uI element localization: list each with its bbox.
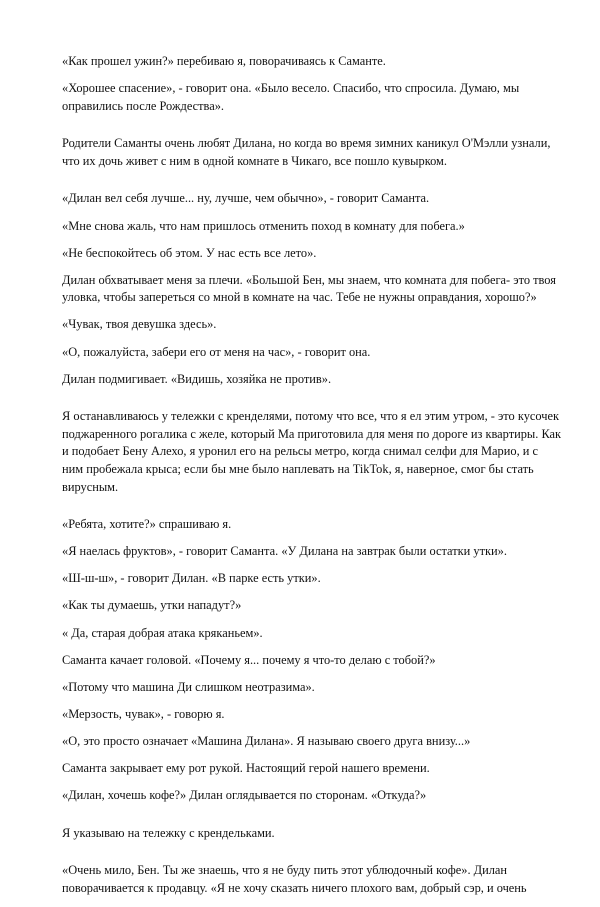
paragraph: «Хорошее спасение», - говорит она. «Было весело. Спасибо, что спросила. Думаю, мы оправились после Рождества». — [62, 81, 520, 113]
paragraph: «О, это просто означает «Машина Дилана». Я называю своего друга внизу...» — [62, 733, 471, 748]
paragraph: Дилан подмигивает. «Видишь, хозяйка не против». — [62, 371, 332, 386]
paragraph: «Очень мило, Бен. Ты же знаешь, что я не буду пить этот ублюдочный кофе». Дилан поворачивается к продавцу. «Я не хочу сказать ничего плохого вам, добрый сэр, и очень — [62, 863, 527, 895]
paragraph: «Не беспокойтесь об этом. У нас есть все лето». — [62, 245, 317, 260]
paragraph: Я останавливаюсь у тележки с кренделями, потому что все, что я ел этим утром, - это кусочек поджаренного рогалика с желе, который Ма приготовила для меня по дороге из квартиры. Как и подобает Бену Алехо, я уронил его на рельсы метро, когда снимал селфи для Марио, и с ним пробежала крыса; если бы мне было наплевать на TikTok, я, наверное, смог бы стать вирусным. — [62, 409, 562, 494]
paragraph: Саманта качает головой. «Почему я... почему я что-то делаю с тобой?» — [62, 652, 436, 667]
paragraph: Я указываю на тележку с крендельками. — [62, 825, 275, 840]
paragraph: « Да, старая добрая атака кряканьем». — [62, 625, 263, 640]
paragraph: Родители Саманты очень любят Дилана, но когда во время зимних каникул О'Мэлли узнали, что их дочь живет с ним в одной комнате в Чикаго, все пошло кувырком. — [62, 136, 551, 168]
paragraph: «Дилан, хочешь кофе?» Дилан оглядывается по сторонам. «Откуда?» — [62, 788, 427, 803]
paragraph: «Мне снова жаль, что нам пришлось отменить поход в комнату для побега.» — [62, 218, 465, 233]
paragraph: «Мерзость, чувак», - говорю я. — [62, 706, 225, 721]
paragraph: «Чувак, твоя девушка здесь». — [62, 317, 217, 332]
paragraph: «Как ты думаешь, утки нападут?» — [62, 598, 242, 613]
paragraph: «Я наелась фруктов», - говорит Саманта. «У Дилана на завтрак были остатки утки». — [62, 544, 507, 559]
paragraph: «О, пожалуйста, забери его от меня на час», - говорит она. — [62, 344, 371, 359]
paragraph: «Как прошел ужин?» перебиваю я, поворачиваясь к Саманте. — [62, 54, 386, 68]
paragraph: Дилан обхватывает меня за плечи. «Большой Бен, мы знаем, что комната для побега- это твоя уловка, чтобы запереться со мной в комнате на час. Тебе не нужны оправдания, хорошо?» — [62, 272, 556, 305]
paragraph: «Потому что машина Ди слишком неотразима». — [62, 679, 315, 694]
paragraph: «Ребята, хотите?» спрашиваю я. — [62, 517, 232, 532]
paragraph: «Ш-ш-ш», - говорит Дилан. «В парке есть утки». — [62, 571, 321, 586]
paragraph: «Дилан вел себя лучше... ну, лучше, чем обычно», - говорит Саманта. — [62, 191, 430, 206]
paragraph: Саманта закрывает ему рот рукой. Настоящий герой нашего времени. — [62, 761, 430, 776]
document-body — [62, 53, 562, 907]
